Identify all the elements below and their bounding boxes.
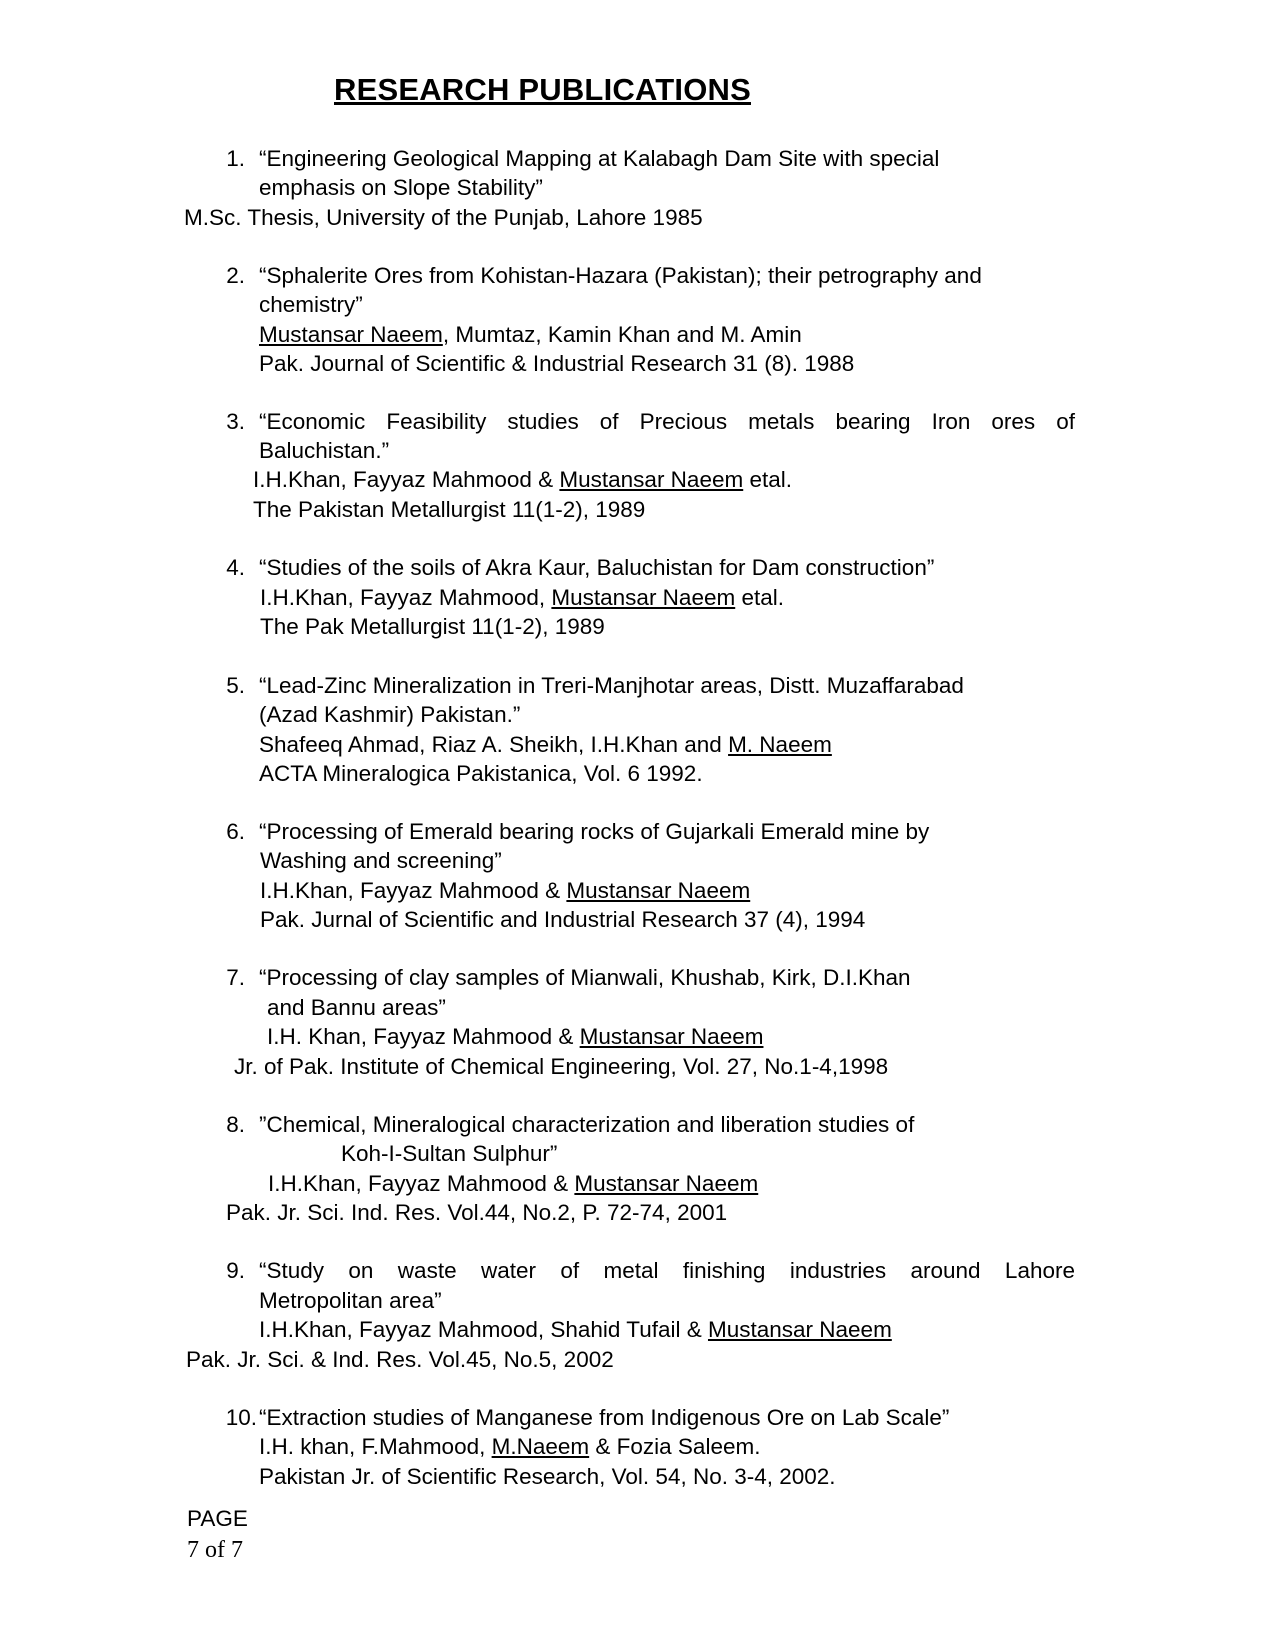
publication-source: Pak. Jr. Sci. & Ind. Res. Vol.45, No.5, 2002: [186, 1347, 614, 1372]
author-names: I.H.Khan, Fayyaz Mahmood &: [253, 467, 560, 492]
publication-number: 7.: [226, 965, 245, 990]
publication-source: Jr. of Pak. Institute of Chemical Engineering, Vol. 27, No.1-4,1998: [234, 1054, 889, 1079]
publication-title: Koh-I-Sultan Sulphur”: [341, 1141, 558, 1166]
publication-authors: [268, 1169, 758, 1199]
author-name-underlined: Mustansar Naeem: [707, 1317, 892, 1342]
author-suffix: etal.: [743, 467, 792, 492]
publication-authors: [267, 1022, 763, 1052]
author-name-underlined: Mustansar Naeem: [574, 1171, 759, 1196]
publication-title: Washing and screening”: [260, 848, 502, 873]
publication-number: 6.: [226, 819, 245, 844]
page-title: RESEARCH PUBLICATIONS: [334, 72, 751, 107]
publication-title: “Study on waste water of metal finishing industries around Lahore: [259, 1258, 1075, 1283]
author-names: I.H.Khan, Fayyaz Mahmood &: [260, 878, 567, 903]
publication-title: “Sphalerite Ores from Kohistan-Hazara (Pakistan); their petrography and: [259, 263, 982, 288]
footer-page-count: 7 of 7: [187, 1537, 243, 1563]
publication-number: 10.: [225, 1405, 257, 1430]
author-name-underlined: Mustansar Naeem: [579, 1024, 764, 1049]
publication-number: 2.: [226, 263, 245, 288]
publication-number: 1.: [226, 146, 245, 171]
publication-source: The Pak Metallurgist 11(1-2), 1989: [260, 614, 605, 639]
publication-source: Pak. Jurnal of Scientific and Industrial Research 37 (4), 1994: [260, 907, 866, 932]
publication-authors: [253, 465, 792, 495]
publication-source: Pak. Journal of Scientific & Industrial Research 31 (8). 1988: [259, 351, 855, 376]
author-name-underlined: Mustansar Naeem: [559, 467, 744, 492]
publication-authors: [260, 876, 750, 906]
publication-source: The Pakistan Metallurgist 11(1-2), 1989: [253, 497, 646, 522]
publication-title: ”Chemical, Mineralogical characterization and liberation studies of: [259, 1112, 915, 1137]
author-names: Shafeeq Ahmad, Riaz A. Sheikh, I.H.Khan and: [259, 732, 729, 757]
publication-number: 8.: [226, 1112, 245, 1137]
publication-title: and Bannu areas”: [267, 995, 446, 1020]
publication-number: 9.: [226, 1258, 245, 1283]
publication-number: 3.: [226, 409, 245, 434]
author-name-underlined: Mustansar Naeem: [551, 585, 736, 610]
publication-title: “Studies of the soils of Akra Kaur, Baluchistan for Dam construction”: [259, 555, 935, 580]
author-names: I.H.Khan, Fayyaz Mahmood, Shahid Tufail &: [259, 1317, 708, 1342]
author-names: I.H.Khan, Fayyaz Mahmood &: [268, 1171, 575, 1196]
publication-source: M.Sc. Thesis, University of the Punjab, Lahore 1985: [184, 205, 703, 230]
author-names: I.H. Khan, Fayyaz Mahmood &: [267, 1024, 580, 1049]
publication-title: Metropolitan area”: [259, 1288, 442, 1313]
publication-title: (Azad Kashmir) Pakistan.”: [259, 702, 521, 727]
publication-title: chemistry”: [259, 292, 363, 317]
publication-title: Baluchistan.”: [259, 438, 390, 463]
publication-source: Pak. Jr. Sci. Ind. Res. Vol.44, No.2, P. 72-74, 2001: [226, 1200, 728, 1225]
author-name-underlined: M. Naeem: [728, 732, 832, 757]
publication-source: ACTA Mineralogica Pakistanica, Vol. 6 1992.: [259, 761, 703, 786]
publication-title: “Processing of clay samples of Mianwali, Khushab, Kirk, D.I.Khan: [259, 965, 911, 990]
author-name-underlined: M.Naeem: [491, 1434, 590, 1459]
author-name-underlined: Mustansar Naeem: [259, 322, 443, 347]
author-names: I.H.Khan, Fayyaz Mahmood,: [260, 585, 552, 610]
publication-authors: [259, 320, 802, 350]
publication-authors: [259, 1432, 760, 1462]
author-suffix: etal.: [735, 585, 784, 610]
publication-authors: [259, 730, 832, 760]
publication-title: “Processing of Emerald bearing rocks of Gujarkali Emerald mine by: [259, 819, 930, 844]
publication-number: 4.: [226, 555, 245, 580]
author-name-underlined: Mustansar Naeem: [566, 878, 751, 903]
publication-authors: [259, 1315, 892, 1345]
publication-authors: [260, 583, 784, 613]
publication-title: “Extraction studies of Manganese from Indigenous Ore on Lab Scale”: [259, 1405, 950, 1430]
author-names: I.H. khan, F.Mahmood,: [259, 1434, 492, 1459]
publication-title: “Engineering Geological Mapping at Kalabagh Dam Site with special: [259, 146, 940, 171]
footer-page-label: PAGE: [187, 1506, 248, 1531]
publication-title: “Economic Feasibility studies of Precious metals bearing Iron ores of: [259, 409, 1075, 434]
publication-title: emphasis on Slope Stability”: [259, 175, 543, 200]
publication-source: Pakistan Jr. of Scientific Research, Vol. 54, No. 3-4, 2002.: [259, 1464, 836, 1489]
publication-title: “Lead-Zinc Mineralization in Treri-Manjhotar areas, Distt. Muzaffarabad: [259, 673, 964, 698]
author-names: , Mumtaz, Kamin Khan and M. Amin: [442, 322, 802, 347]
publication-number: 5.: [226, 673, 245, 698]
author-suffix: & Fozia Saleem.: [589, 1434, 761, 1459]
